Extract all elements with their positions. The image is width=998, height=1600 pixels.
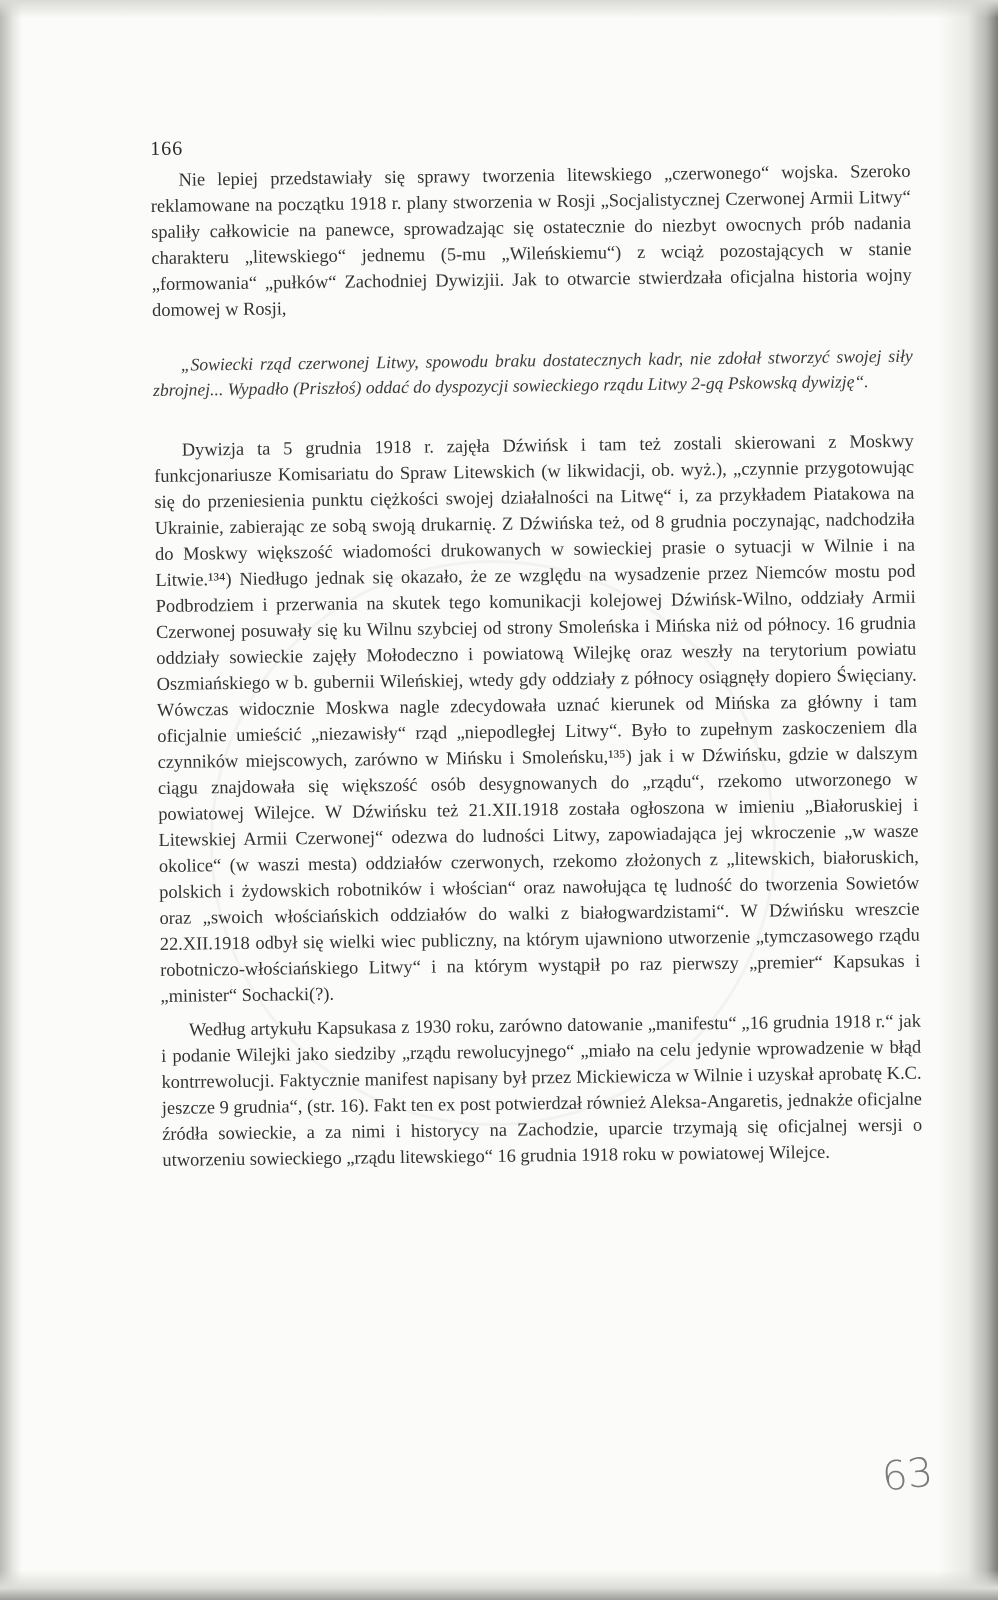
page-number: 166 — [150, 137, 184, 160]
paragraph-closing: Według artykułu Kapsukasa z 1930 roku, zarówno datowanie „manifestu“ „16 grudnia 1918 r.“ jak i podanie Wilejki jako siedziby „rządu rewolucyjnego“ „miało na celu jedynie wprowadzenie w błąd kontrrewolucji. Faktycznie manifest napisany był przez Mickiewicza w Wilnie i uzyskał aprobatę K.C. jeszcze 9 grudnia“, (str. 16). Fakt ten ex post potwierdzał również Aleksa-Angaretis, jednakże oficjalne źródła sowieckie, a za nimi i historycy na Zachodzie, uparcie trzymają się oficjalnej wersji o utworzeniu sowieckiego „rządu litewskiego“ 16 grudnia 1918 roku w powiatowej Wilejce. — [161, 1010, 923, 1170]
block-quote: „Sowiecki rząd czerwonej Litwy, spowodu braku dostatecznych kadr, nie zdołał stworzyć swojej siły zbrojnej... Wypadło (Priszłoś) oddać do dyspozycji sowieckiego rządu Litwy 2-gą Pskowską dywizję“. — [152, 345, 913, 400]
document-page — [150, 129, 923, 1173]
paragraph-intro: Nie lepiej przedstawiały się sprawy tworzenia litewskiego „czerwonego“ wojska. Szeroko reklamowane na początku 1918 r. plany stworzenia w Rosji „Socjalistycznej Czerwonej Armii Litwy“ spaliły całkowicie na panewce, sprowadzając się ostatecznie do niezbyt owocnych prób nadania charakteru „litewskiego“ jednemu (5-mu „Wileńskiemu“) z wciąż pozostających w stanie „formowania“ „pułków“ Zachodniej Dywizjii. Jak to otwarcie stwierdzała oficjalna historia wojny domowej w Rosji, — [150, 160, 912, 320]
scan-edge-bottom — [0, 1570, 998, 1600]
handwritten-page-note: 63 — [879, 1449, 936, 1501]
scan-edge-right — [938, 0, 998, 1600]
paragraph-main: Dywizja ta 5 grudnia 1918 r. zajęła Dźwińsk i tam też zostali skierowani z Moskwy funkcjonariusze Komisariatu do Spraw Litewskich (w likwidacji, ob. wyż.), „czynnie przygotowując się do przeniesienia punktu ciężkości swojej działalności na Litwę“ i, za przykładem Piatakowa na Ukrainie, zabierając ze sobą swoją drukarnię. Z Dźwińska też, od 8 grudnia poczynając, nadchodziła do Moskwy większość wiadomości drukowanych w sowieckiej prasie o sytuacji w Wilnie i na Litwie.¹³⁴) Niedługo jednak się okazało, że ze względu na wysadzenie przez Niemców mostu pod Podbrodziem i przerwania na skutek tego komunikacji kolejowej Dźwińsk-Wilno, oddziały Armii Czerwonej posuwały się ku Wilnu szybciej od strony Smoleńska i Mińska niż od północy. 16 grudnia oddziały sowieckie zajęły Mołodeczno i powiatową Wilejkę oraz weszły na terytorium powiatu Oszmiańskiego w b. gubernii Wileńskiej, wtedy gdy oddziały z północy osiągnęły dopiero Święciany. Wówczas widocznie Moskwa nagle zdecydowała uznać kierunek od Mińska za główny i tam oficjalnie umieścić „niezawisły“ rząd „niepodległej Litwy“. Było to zupełnym zaskoczeniem dla czynników miejscowych, zarówno w Mińsku i Smoleńsku,¹³⁵) jak i w Dźwińsku, gdzie w dalszym ciągu znajdowała się większość osób desygnowanych do „rządu“, rzekomo utworzonego w powiatowej Wilejce. W Dźwińsku też 21.XII.1918 została ogłoszona w imieniu „Białoruskiej i Litewskiej Armii Czerwonej“ odezwa do ludności Litwy, zapowiadająca jej wkroczenie „w wasze okolice“ (w waszi mesta) oddziałów czerwonych, rzekomo złożonych z „litewskich, białoruskich, polskich i żydowskich robotników i włościan“ oraz nawołująca tę ludność do tworzenia Sowietów oraz „swoich włościańskich oddziałów do walki z białogwardzistami“. W Dźwińsku wreszcie 22.XII.1918 odbył się wielki wiec publiczny, na którym ujawniono utworzenie „tymczasowego rządu robotniczo-włościańskiego Litwy“ i na którym wystąpił po raz pierwszy „premier“ Kapsukas i „minister“ Sochacki(?). — [154, 430, 921, 1006]
scan-edge-left — [0, 0, 22, 1600]
scan-edge-top — [0, 0, 998, 18]
